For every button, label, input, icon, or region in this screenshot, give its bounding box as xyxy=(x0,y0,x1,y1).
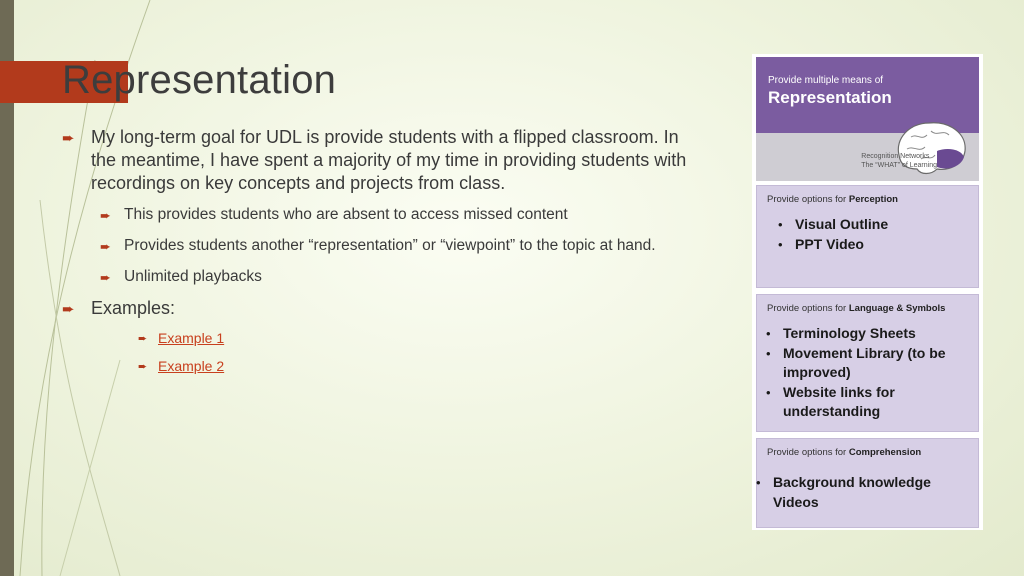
bullet-text: Unlimited playbacks xyxy=(124,268,262,285)
language-heading: Provide options for Language & Symbols xyxy=(767,303,946,314)
comprehension-box xyxy=(756,438,979,528)
bullet-list xyxy=(62,126,692,385)
list-item xyxy=(138,357,692,375)
list-item: • PPT Video xyxy=(773,235,888,255)
language-symbols-box xyxy=(756,294,979,432)
list-item xyxy=(138,329,692,347)
network-line-2: The “WHAT” of Learning xyxy=(861,162,937,169)
network-caption xyxy=(861,152,937,170)
comprehension-heading: Provide options for Comprehension xyxy=(767,447,922,458)
list-item xyxy=(95,204,684,225)
bullet-text: Examples: xyxy=(91,298,176,318)
bullet-text: Provides students another “representation” or “viewpoint” to the topic at hand. xyxy=(124,237,656,254)
header-small-text: Provide multiple means of xyxy=(768,75,884,86)
udl-representation-graphic xyxy=(752,54,983,530)
network-line-1: Recognition Networks xyxy=(861,153,930,160)
perception-heading: Provide options for Perception xyxy=(767,194,898,205)
arrow-bullet-icon: ➨ xyxy=(62,130,75,147)
bullet-text: My long-term goal for UDL is provide students with a flipped classroom. In the meantime, I have spent a majority of my time in providing students with recordings on key concepts and projects from class. xyxy=(91,127,687,193)
slide-title: Representation xyxy=(62,58,337,102)
arrow-bullet-icon: ➨ xyxy=(138,333,148,345)
list-item: • Movement Library (to be improved) xyxy=(761,344,971,383)
arrow-bullet-icon: ➨ xyxy=(138,361,148,373)
list-item: • Terminology Sheets xyxy=(761,324,971,344)
perception-list xyxy=(773,215,888,254)
arrow-bullet-icon: ➨ xyxy=(100,239,111,254)
list-item: • Visual Outline xyxy=(773,215,888,235)
list-item xyxy=(62,297,692,320)
list-item xyxy=(95,266,684,287)
language-list xyxy=(761,324,971,422)
example-1-link[interactable]: Example 1 xyxy=(158,330,225,346)
list-item: • Background knowledge Videos xyxy=(751,473,953,512)
udl-header xyxy=(756,57,979,181)
comprehension-list xyxy=(751,473,961,512)
bullet-text: This provides students who are absent to access missed content xyxy=(124,206,568,223)
list-item xyxy=(95,235,664,256)
perception-box xyxy=(756,185,979,288)
list-item xyxy=(62,126,691,195)
arrow-bullet-icon: ➨ xyxy=(100,208,111,223)
header-title: Representation xyxy=(768,88,892,107)
arrow-bullet-icon: ➨ xyxy=(62,301,75,318)
example-2-link[interactable]: Example 2 xyxy=(158,358,225,374)
list-item: • Website links for understanding xyxy=(761,383,903,422)
arrow-bullet-icon: ➨ xyxy=(100,270,111,285)
